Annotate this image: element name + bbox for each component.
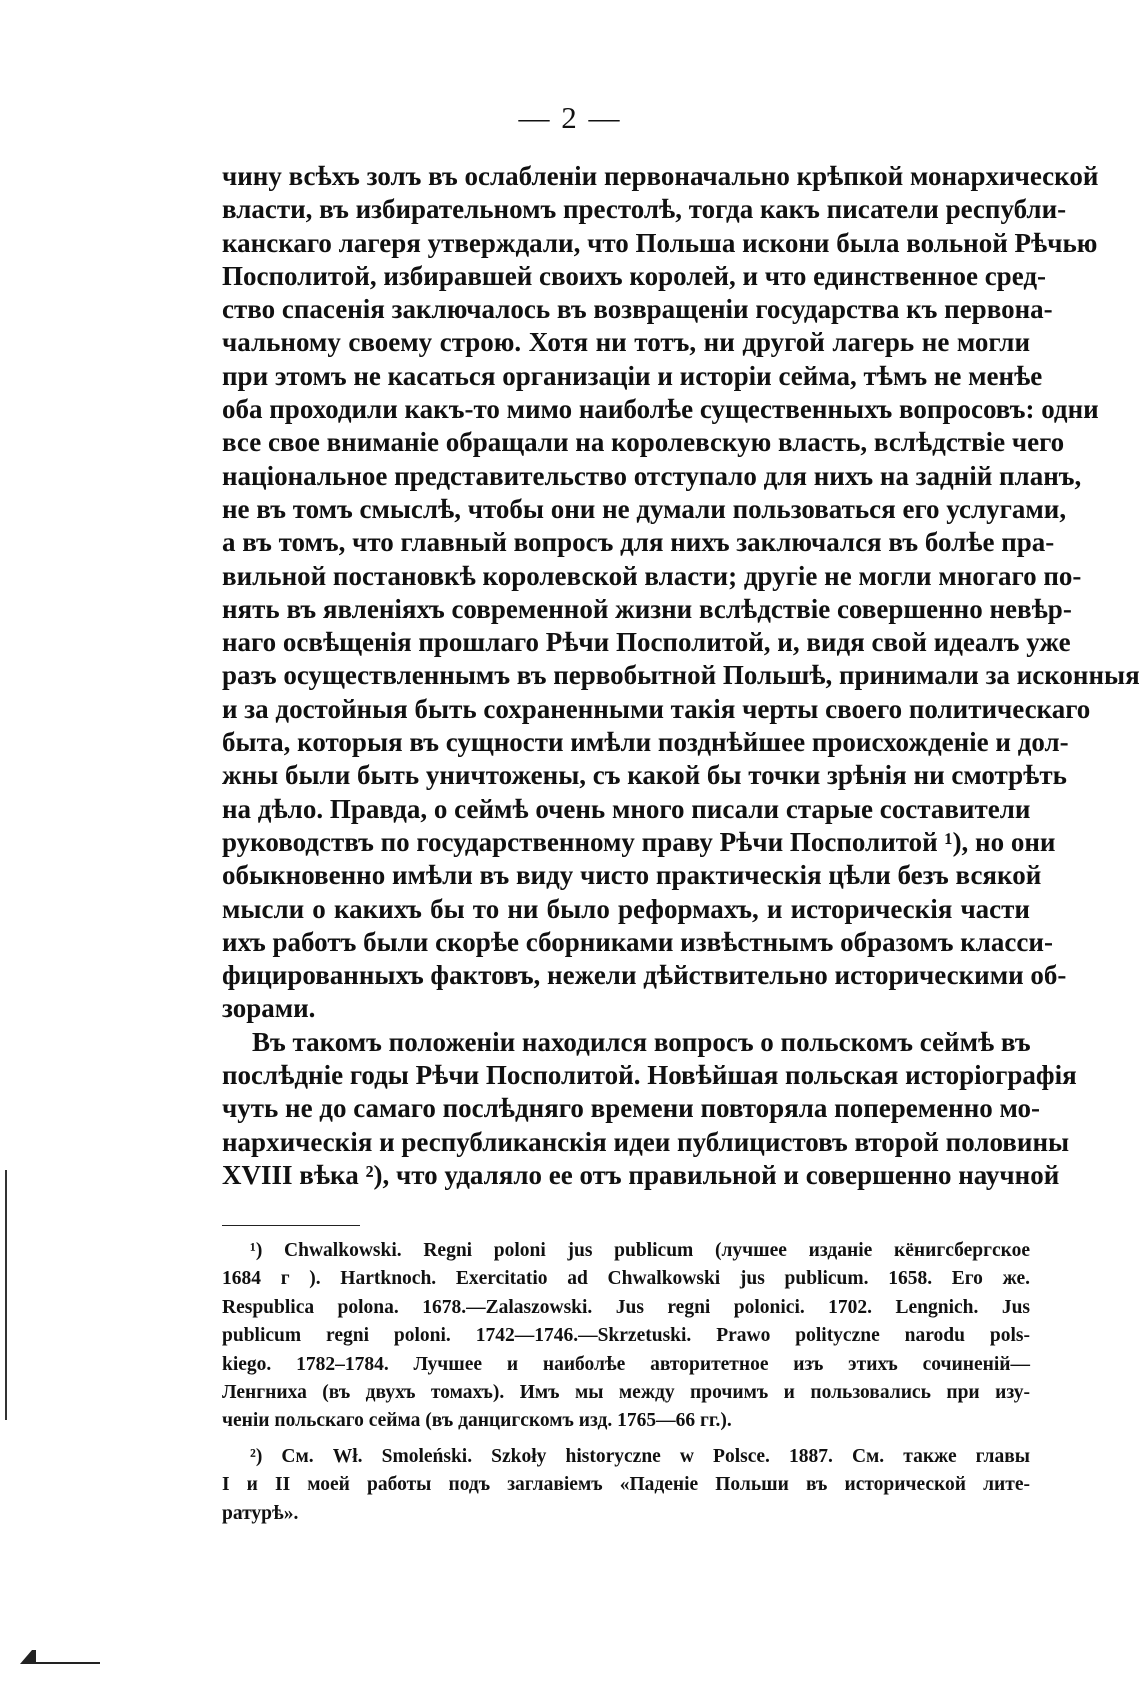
text-line: все свое вниманіе обращали на королевскую власть, вслѣдствіе чего: [222, 427, 1065, 458]
footnote-line: Respublica polona. 1678.—Zalaszowski. Jus regni polonici. 1702. Lengnich. Jus: [222, 1296, 1030, 1318]
text-line: власти, въ избирательномъ престолѣ, тогда какъ писатели республи-: [222, 194, 1067, 225]
footnote-line: ¹) Chwalkowski. Regni poloni jus publicum (лучшее изданіе кёнигсбергское: [250, 1240, 1030, 1261]
text-line: Въ такомъ положеніи находился вопросъ о польскомъ сеймѣ въ: [252, 1026, 1031, 1057]
text-line: ихъ работъ были скорѣе сборниками извѣстнымъ образомъ класси-: [222, 926, 1053, 957]
text-line: оба проходили какъ-то мимо наиболѣе существенныхъ вопросовъ: одни: [222, 394, 1099, 425]
footnote-divider: [222, 1225, 360, 1226]
text-line: при этомъ не касаться организаціи и исторіи сейма, тѣмъ не менѣе: [222, 360, 1043, 391]
text-line: а въ томъ, что главный вопросъ для нихъ заключался въ болѣе пра-: [222, 527, 1055, 558]
footnote-line: ратурѣ».: [222, 1502, 299, 1524]
footnote-1: [222, 1237, 1030, 1436]
text-line: послѣдніе годы Рѣчи Посполитой. Новѣйшая польская исторіографія: [222, 1060, 1077, 1091]
footnote-spacer: [222, 1436, 1030, 1443]
text-line: разъ осуществленнымъ въ первобытной Польшѣ, принимали за исконныя: [222, 660, 1140, 691]
paragraph-1: [222, 160, 1140, 1026]
footnote-line: publicum regni poloni. 1742—1746.—Skrzetuski. Prawo polityczne narodu pols-: [222, 1325, 1030, 1347]
text-line: жны были быть уничтожены, съ какой бы точки зрѣнія ни смотрѣть: [222, 760, 1067, 791]
text-line: и за достойныя быть сохраненными такія черты своего политическаго: [222, 693, 1091, 724]
footnote-line: ²) См. Wł. Smoleński. Szkoły historyczne w Polsce. 1887. См. также главы: [250, 1445, 1030, 1467]
text-line: Посполитой, избиравшей своихъ королей, и что единственное сред-: [222, 260, 1046, 291]
text-line: чальному своему строю. Хотя ни тотъ, ни другой лагерь не могли: [222, 327, 1030, 358]
text-line: на дѣло. Правда, о сеймѣ очень много писали старые составители: [222, 793, 1031, 824]
text-line: обыкновенно имѣли въ виду чисто практическія цѣли безъ всякой: [222, 860, 1042, 891]
text-line: фицированныхъ фактовъ, нежели дѣйствительно историческими об-: [222, 960, 1067, 991]
text-line: наго освѣщенія прошлаго Рѣчи Посполитой, и, видя свой идеалъ уже: [222, 627, 1071, 658]
text-line: чуть не до самаго послѣдняго времени повторяла попеременно мо-: [222, 1093, 1041, 1124]
text-line: XVIII вѣка ²), что удаляло ее отъ правильной и совершенно научной: [222, 1159, 1060, 1190]
text-line: быта, которыя въ сущности имѣли позднѣйшее происхожденіе и дол-: [222, 727, 1069, 758]
text-line: ство спасенія заключалось въ возвращеніи государства къ первона-: [222, 294, 1053, 325]
scan-corner-mark: [20, 1650, 100, 1664]
text-line: руководствъ по государственному праву Рѣчи Посполитой ¹), но они: [222, 826, 1056, 857]
footnote-line: ченіи польскаго сейма (въ данцигскомъ изд. 1765—66 гг.).: [222, 1410, 732, 1432]
text-line: чину всѣхъ золъ въ ослабленіи первоначально крѣпкой монархической: [222, 161, 1099, 191]
text-line: канскаго лагеря утверждали, что Польша искони была вольной Рѣчью: [222, 227, 1098, 258]
text-line: нархическія и республиканскія идеи публицистовъ второй половины: [222, 1126, 1070, 1157]
text-line: зорами.: [222, 993, 316, 1024]
footnote-2: [222, 1443, 1030, 1528]
page-number: — 2 —: [518, 100, 622, 135]
text-line: нять въ явленіяхъ современной жизни вслѣдствіе совершенно невѣр-: [222, 593, 1072, 624]
text-line: не въ томъ смыслѣ, чтобы они не думали пользоваться его услугами,: [222, 493, 1067, 524]
text-line: вильной постановкѣ королевской власти; другіе не могли многаго по-: [222, 560, 1082, 591]
footnote-line: I и II моей работы подъ заглавіемъ «Паденіе Польши въ исторической лите-: [222, 1474, 1030, 1496]
text-line: національное представительство отступало для нихъ на задній планъ,: [222, 460, 1082, 491]
footnote-line: Ленгниха (въ двухъ томахъ). Имъ мы между прочимъ и пользовались при изу-: [222, 1382, 1030, 1404]
text-line: мысли о какихъ бы то ни было реформахъ, и историческія части: [222, 893, 1030, 924]
footnotes: [222, 1237, 1030, 1528]
body-text: [222, 160, 1140, 1192]
footnote-line: 1684 г ). Hartknoch. Exercitatio ad Chwalkowski jus publicum. 1658. Его же.: [222, 1268, 1030, 1290]
scan-margin-line: [5, 1170, 7, 1420]
paragraph-2: [222, 1026, 1077, 1192]
footnote-line: kiego. 1782–1784. Лучшее и наиболѣе авторитетное изъ этихъ сочиненій—: [222, 1353, 1030, 1375]
